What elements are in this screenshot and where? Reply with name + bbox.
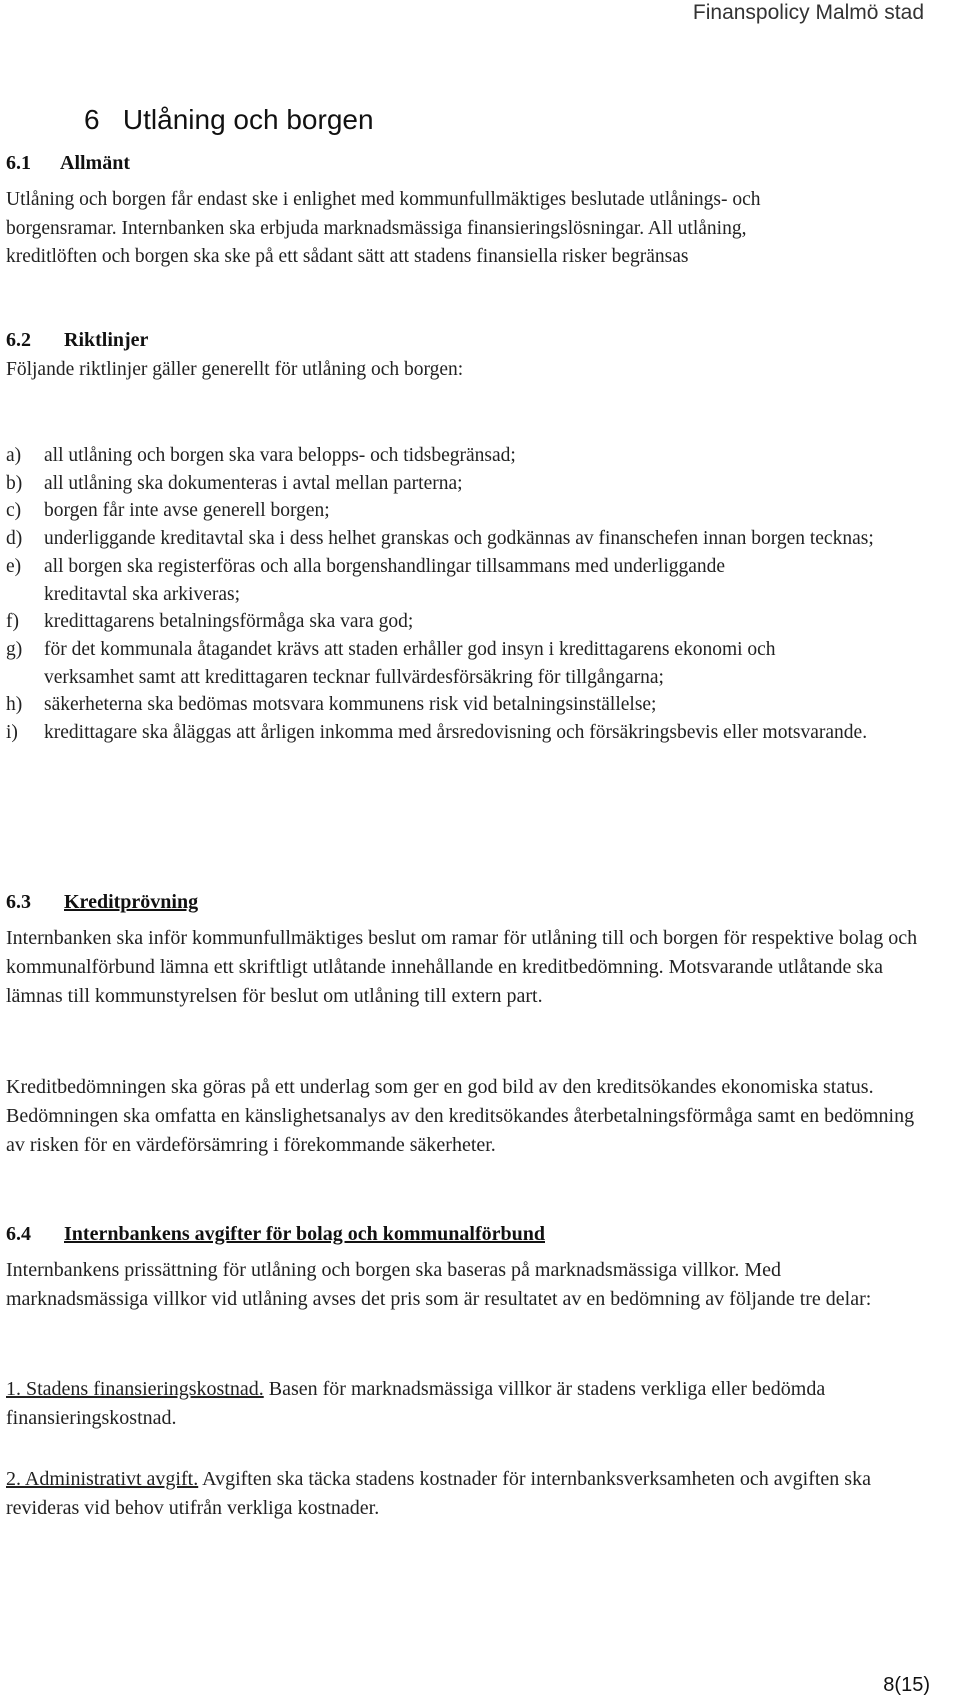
part-2-label: 2. Administrativt avgift. (6, 1468, 199, 1490)
part-2-text: Avgiften ska täcka stadens kostnader för internbanksverksamheten och avgiften ska revideras vid behov utifrån verkliga kostnader. (6, 1468, 871, 1519)
list-item (6, 719, 960, 747)
section-number: 6.2 (6, 329, 31, 351)
list-marker: d) (6, 528, 23, 550)
list-item-text: all borgen ska registerföras och alla borgenshandlingar tillsammans med underliggande kreditavtal ska arkiveras; (44, 555, 726, 605)
section-6-1-heading (6, 150, 130, 176)
section-title: Internbankens avgifter för bolag och kommunalförbund (64, 1223, 545, 1245)
list-item (6, 442, 936, 470)
document-header-title: Finanspolicy Malmö stad (692, 1, 924, 24)
list-marker: c) (6, 500, 22, 522)
page-number: 8(15) (883, 1674, 930, 1696)
list-item-text: all utlåning och borgen ska vara belopps- och tidsbegränsad; (44, 445, 516, 466)
section-6-2-heading (6, 327, 148, 353)
list-item-text: all utlåning ska dokumenteras i avtal mellan parterna; (44, 472, 463, 494)
list-item-text: säkerheterna ska bedömas motsvara kommunens risk vid betalningsinställelse; (44, 694, 657, 716)
section-6-3-paragraph-1: Internbanken ska inför kommunfullmäktiges beslut om ramar för utlåning till och borgen för respektive bolag och kommunalförbund lämna ett skriftligt utlåtande innehållande en kreditbedömning. Motsvarande utlåtande ska lämnas till kommunstyrelsen för beslut om utlåning till extern part. (6, 927, 918, 1007)
section-number: 6.1 (6, 152, 31, 174)
list-marker: f) (6, 611, 19, 633)
guidelines-list (6, 442, 936, 747)
section-6-2-intro: Följande riktlinjer gäller generellt för utlåning och borgen: (6, 359, 464, 380)
list-marker: e) (6, 555, 22, 577)
list-item (6, 553, 744, 608)
section-title: Allmänt (60, 152, 130, 174)
list-marker: a) (6, 445, 22, 466)
chapter-title: 6 Utlåning och borgen (84, 104, 374, 135)
section-6-4-part-2 (6, 1465, 936, 1523)
section-title: Riktlinjer (64, 329, 149, 351)
list-item (6, 691, 936, 719)
list-item (6, 636, 844, 691)
list-marker: b) (6, 472, 23, 494)
section-6-4-paragraph-1: Internbankens prissättning för utlåning och borgen ska baseras på marknadsmässiga villkor. Med marknadsmässiga villkor vid utlåning avses det pris som är resultatet av en bedömning av följande tre delar: (6, 1259, 872, 1310)
list-item (6, 608, 936, 636)
list-marker: i) (6, 722, 18, 744)
section-number: 6.3 (6, 891, 31, 913)
list-item (6, 497, 936, 525)
section-6-4-heading (6, 1221, 545, 1247)
section-6-4-part-1 (6, 1375, 916, 1433)
section-title: Kreditprövning (64, 891, 199, 913)
list-item (6, 470, 936, 498)
section-6-1-paragraph: Utlåning och borgen får endast ske i enlighet med kommunfullmäktiges beslutade utlånings- och borgensramar. Internbanken ska erbjuda marknadsmässiga finansieringslösningar. All utlåning, kreditlöften och borgen ska ske på ett sådant sätt att stadens finansiella risker begränsas (6, 189, 761, 267)
list-item-text: för det kommunala åtagandet krävs att staden erhåller god insyn i kredittagarens ekonomi och verksamhet samt att kredittagaren tecknar fullvärdesförsäkring för tillgångarna; (44, 638, 776, 688)
list-item (6, 525, 874, 553)
list-item-text: borgen får inte avse generell borgen; (44, 500, 330, 522)
list-item-text: kredittagarens betalningsförmåga ska vara god; (44, 611, 414, 633)
part-1-label: 1. Stadens finansieringskostnad. (6, 1378, 264, 1400)
section-6-3-heading (6, 889, 198, 915)
section-number: 6.4 (6, 1223, 31, 1245)
list-item-text: underliggande kreditavtal ska i dess helhet granskas och godkännas av finanschefen innan borgen tecknas; (44, 528, 874, 550)
list-item-text: kredittagare ska åläggas att årligen inkomma med årsredovisning och försäkringsbevis eller motsvarande. (44, 722, 868, 744)
list-marker: h) (6, 694, 23, 716)
list-marker: g) (6, 638, 23, 660)
part-1-text: Basen för marknadsmässiga villkor är stadens verkliga eller bedömda finansieringskostnad. (6, 1378, 826, 1429)
section-6-3-paragraph-2: Kreditbedömningen ska göras på ett underlag som ger en god bild av den kreditsökandes ekonomiska status. Bedömningen ska omfatta en känslighetsanalys av den kreditsökandes återbetalningsförmåga samt en bedömning av risken för en värdeförsämring i förekommande säkerheter. (6, 1076, 915, 1156)
